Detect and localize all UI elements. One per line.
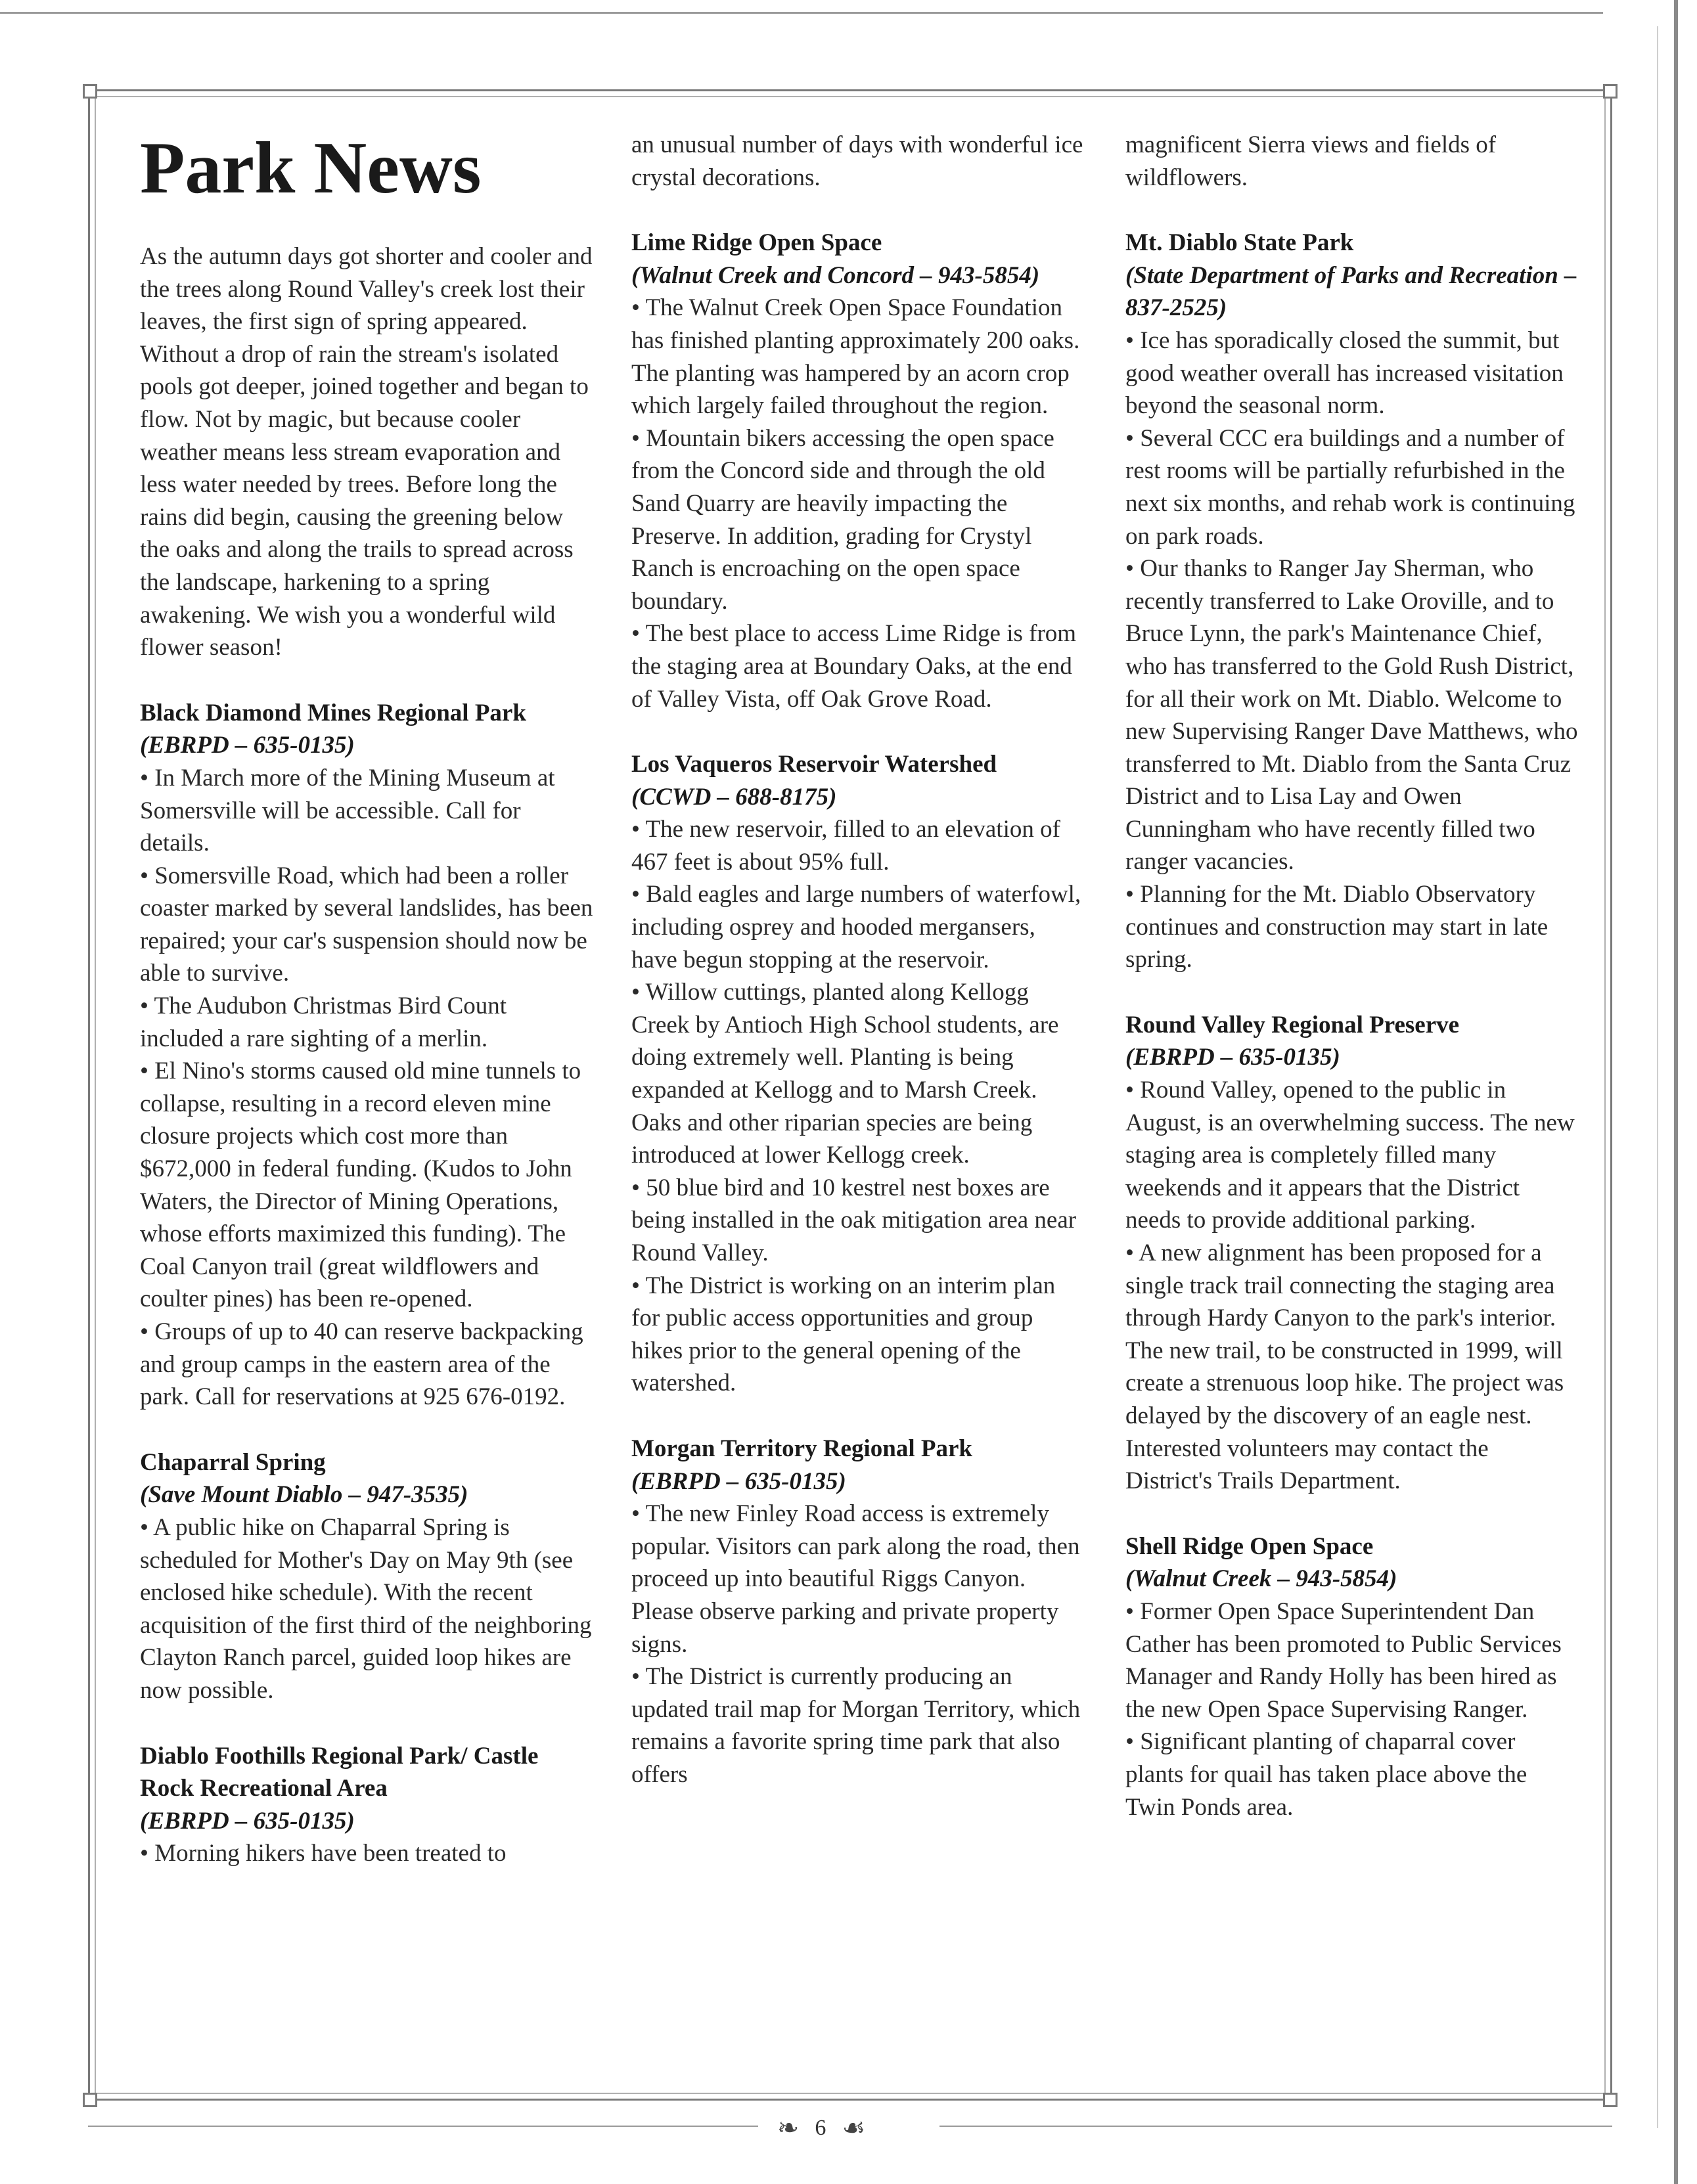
bullet-item: • A new alignment has been proposed for a single track trail connecting the staging area through Hardy Canyon to the park's interior. The new trail, to be constructed in 1999, will create a strenuous loop hike. The project was delayed by the discovery of an eagle nest. Interested volunteers may contact the District's Trails Department. <box>1125 1239 1564 1495</box>
bullet-item: • The District is working on an interim plan for public access opportunities and group hikes prior to the general opening of the watershed. <box>631 1272 1056 1397</box>
bullet-item: • The new Finley Road access is extremely popular. Visitors can park along the road, then proceed up into beautiful Riggs Canyon. Please observe parking and private property signs. <box>631 1500 1080 1658</box>
frame-corner-bottom-left <box>83 2093 97 2107</box>
footer-rule-left <box>88 2126 758 2127</box>
section-contact: (State Department of Parks and Recreation – 837-2525) <box>1125 261 1577 322</box>
section-contact: (CCWD – 688-8175) <box>631 783 837 811</box>
frame-corner-top-left <box>83 84 97 99</box>
frame-corner-top-right <box>1603 84 1618 99</box>
bullet-item: • The new reservoir, filled to an elevation of 467 feet is about 95% full. <box>631 816 1060 876</box>
bullet-item: • In March more of the Mining Museum at Somersville will be accessible. Call for details. <box>140 764 555 857</box>
section-title: Los Vaqueros Reservoir Watershed <box>631 751 997 778</box>
page-number: 6 <box>815 2116 826 2140</box>
bullet-item: • The District is currently producing an updated trail map for Morgan Territory, which remains a favorite spring time park that also offers <box>631 1663 1081 1788</box>
bullet-item: • The best place to access Lime Ridge is from the staging area at Boundary Oaks, at the end of Valley Vista, off Oak Grove Road. <box>631 620 1077 713</box>
leaf-ornament-icon: ❧ <box>777 2113 800 2143</box>
section-chaparral-spring <box>140 1446 593 1707</box>
section-round-valley <box>1125 1009 1579 1498</box>
section-contact: (EBRPD – 635-0135) <box>140 732 355 759</box>
bullet-item: • 50 blue bird and 10 kestrel nest boxes are being installed in the oak mitigation area near Round Valley. <box>631 1174 1077 1266</box>
section-contact: (Walnut Creek – 943-5854) <box>1125 1565 1397 1593</box>
frame-corner-bottom-right <box>1603 2093 1618 2107</box>
section-title: Black Diamond Mines Regional Park <box>140 699 526 726</box>
page-footer <box>683 2108 959 2148</box>
section-title: Morgan Territory Regional Park <box>631 1435 972 1462</box>
column-1 <box>140 129 593 1903</box>
bullet-item: • A public hike on Chaparral Spring is scheduled for Mother's Day on May 9th (see enclosed hike schedule). With the recent acquisition of the first third of the neighboring Clayton Ranch parcel, guided loop hikes are now possible. <box>140 1513 592 1704</box>
column-2 <box>631 129 1085 1824</box>
section-diablo-foothills <box>140 1740 593 1870</box>
section-black-diamond <box>140 697 593 1414</box>
bullet-item: • Our thanks to Ranger Jay Sherman, who recently transferred to Lake Oroville, and to Bruce Lynn, the park's Maintenance Chief, who has transferred to the Gold Rush District, for all their work on Mt. Diablo. Welcome to new Supervising Ranger Dave Matthews, who transferred to Mt. Diablo from the Santa Cruz District and to Lisa Lay and Owen Cunningham who have recently filled two ranger vacancies. <box>1125 555 1578 876</box>
bullet-item: • Several CCC era buildings and a number of rest rooms will be partially refurbished in the next six months, and rehab work is continuing on park roads. <box>1125 424 1575 550</box>
section-los-vaqueros <box>631 748 1085 1400</box>
page-title: Park News <box>140 127 482 209</box>
section-title: Mt. Diablo State Park <box>1125 229 1354 257</box>
bullet-item: • Former Open Space Superintendent Dan Cather has been promoted to Public Services Manager and Randy Holly has been hired as the new Open Space Supervising Ranger. <box>1125 1597 1562 1723</box>
bullet-item: • Significant planting of chaparral cover plants for quail has taken place above the Twin Ponds area. <box>1125 1728 1527 1821</box>
section-title: Chaparral Spring <box>140 1448 326 1476</box>
bullet-item: • Morning hikers have been treated to <box>140 1840 507 1867</box>
intro-paragraph: As the autumn days got shorter and cooler and the trees along Round Valley's creek lost their leaves, the first sign of spring appeared. Without a drop of rain the stream's isolated pools got deeper, joined together and began to flow. Not by magic, but because cooler weather means less stream evaporation and less water needed by trees. Before long the rains did begin, causing the greening below the oaks and along the trails to spread across the landscape, harkening to a spring awakening. We wish you a wonderful wild flower season! <box>140 243 593 661</box>
section-title: Lime Ridge Open Space <box>631 229 882 257</box>
continuation-text: magnificent Sierra views and fields of wildflowers. <box>1125 131 1497 191</box>
section-shell-ridge <box>1125 1530 1579 1823</box>
section-contact: (Save Mount Diablo – 947-3535) <box>140 1481 468 1509</box>
bullet-item: • Groups of up to 40 can reserve backpacking and group camps in the eastern area of the park. Call for reservations at 925 676-0192. <box>140 1318 583 1411</box>
section-contact: (EBRPD – 635-0135) <box>631 1467 846 1495</box>
scan-edge-top <box>0 12 1603 14</box>
section-morgan-territory <box>631 1433 1085 1791</box>
section-title: Round Valley Regional Preserve <box>1125 1011 1460 1038</box>
bullet-item: • El Nino's storms caused old mine tunnels to collapse, resulting in a record eleven mine closure projects which cost more than $672,000 in federal funding. (Kudos to John Waters, the Director of Mining Operations, whose efforts maximized this funding). The Coal Canyon trail (great wildflowers and coulter pines) has been re-opened. <box>140 1058 581 1313</box>
section-title: Shell Ridge Open Space <box>1125 1532 1374 1560</box>
scan-edge-right-shadow <box>1657 26 1658 2128</box>
bullet-item: • Round Valley, opened to the public in August, is an overwhelming success. The new staging area is completely filled many weekends and it appears that the District needs to provide additional parking. <box>1125 1077 1575 1234</box>
bullet-item: • The Walnut Creek Open Space Foundation has finished planting approximately 200 oaks. The planting was hampered by an acorn crop which largely failed throughout the region. <box>631 294 1080 420</box>
continuation-text: an unusual number of days with wonderful ice crystal decorations. <box>631 131 1083 191</box>
bullet-item: • The Audubon Christmas Bird Count included a rare sighting of a merlin. <box>140 992 507 1052</box>
bullet-item: • Ice has sporadically closed the summit, but good weather overall has increased visitation beyond the seasonal norm. <box>1125 326 1564 420</box>
section-mt-diablo <box>1125 227 1579 976</box>
bullet-item: • Willow cuttings, planted along Kellogg Creek by Antioch High School students, are doing extremely well. Planting is being expanded at Kellogg and to Marsh Creek. Oaks and other riparian species are being introduced at lower Kellogg creek. <box>631 979 1059 1169</box>
section-title: Diablo Foothills Regional Park/ Castle Rock Recreational Area <box>140 1742 539 1802</box>
bullet-item: • Bald eagles and large numbers of waterfowl, including osprey and hooded mergansers, have begun stopping at the reservoir. <box>631 881 1081 973</box>
section-contact: (Walnut Creek and Concord – 943-5854) <box>631 261 1040 289</box>
section-contact: (EBRPD – 635-0135) <box>140 1807 355 1835</box>
column-3 <box>1125 129 1579 1856</box>
section-lime-ridge <box>631 227 1085 715</box>
leaf-ornament-icon: ☙ <box>842 2113 866 2143</box>
bullet-item: • Mountain bikers accessing the open space from the Concord side and through the old Sand Quarry are heavily impacting the Preserve. In addition, grading for Crystyl Ranch is encroaching on the open space boundary. <box>631 424 1054 615</box>
footer-rule-right <box>939 2126 1612 2127</box>
bullet-item: • Planning for the Mt. Diablo Observatory continues and construction may start in late spring. <box>1125 881 1549 973</box>
scan-edge-right <box>1674 0 1678 2184</box>
bullet-item: • Somersville Road, which had been a roller coaster marked by several landslides, has been repaired; your car's suspension should now be able to survive. <box>140 862 593 987</box>
section-contact: (EBRPD – 635-0135) <box>1125 1044 1340 1071</box>
